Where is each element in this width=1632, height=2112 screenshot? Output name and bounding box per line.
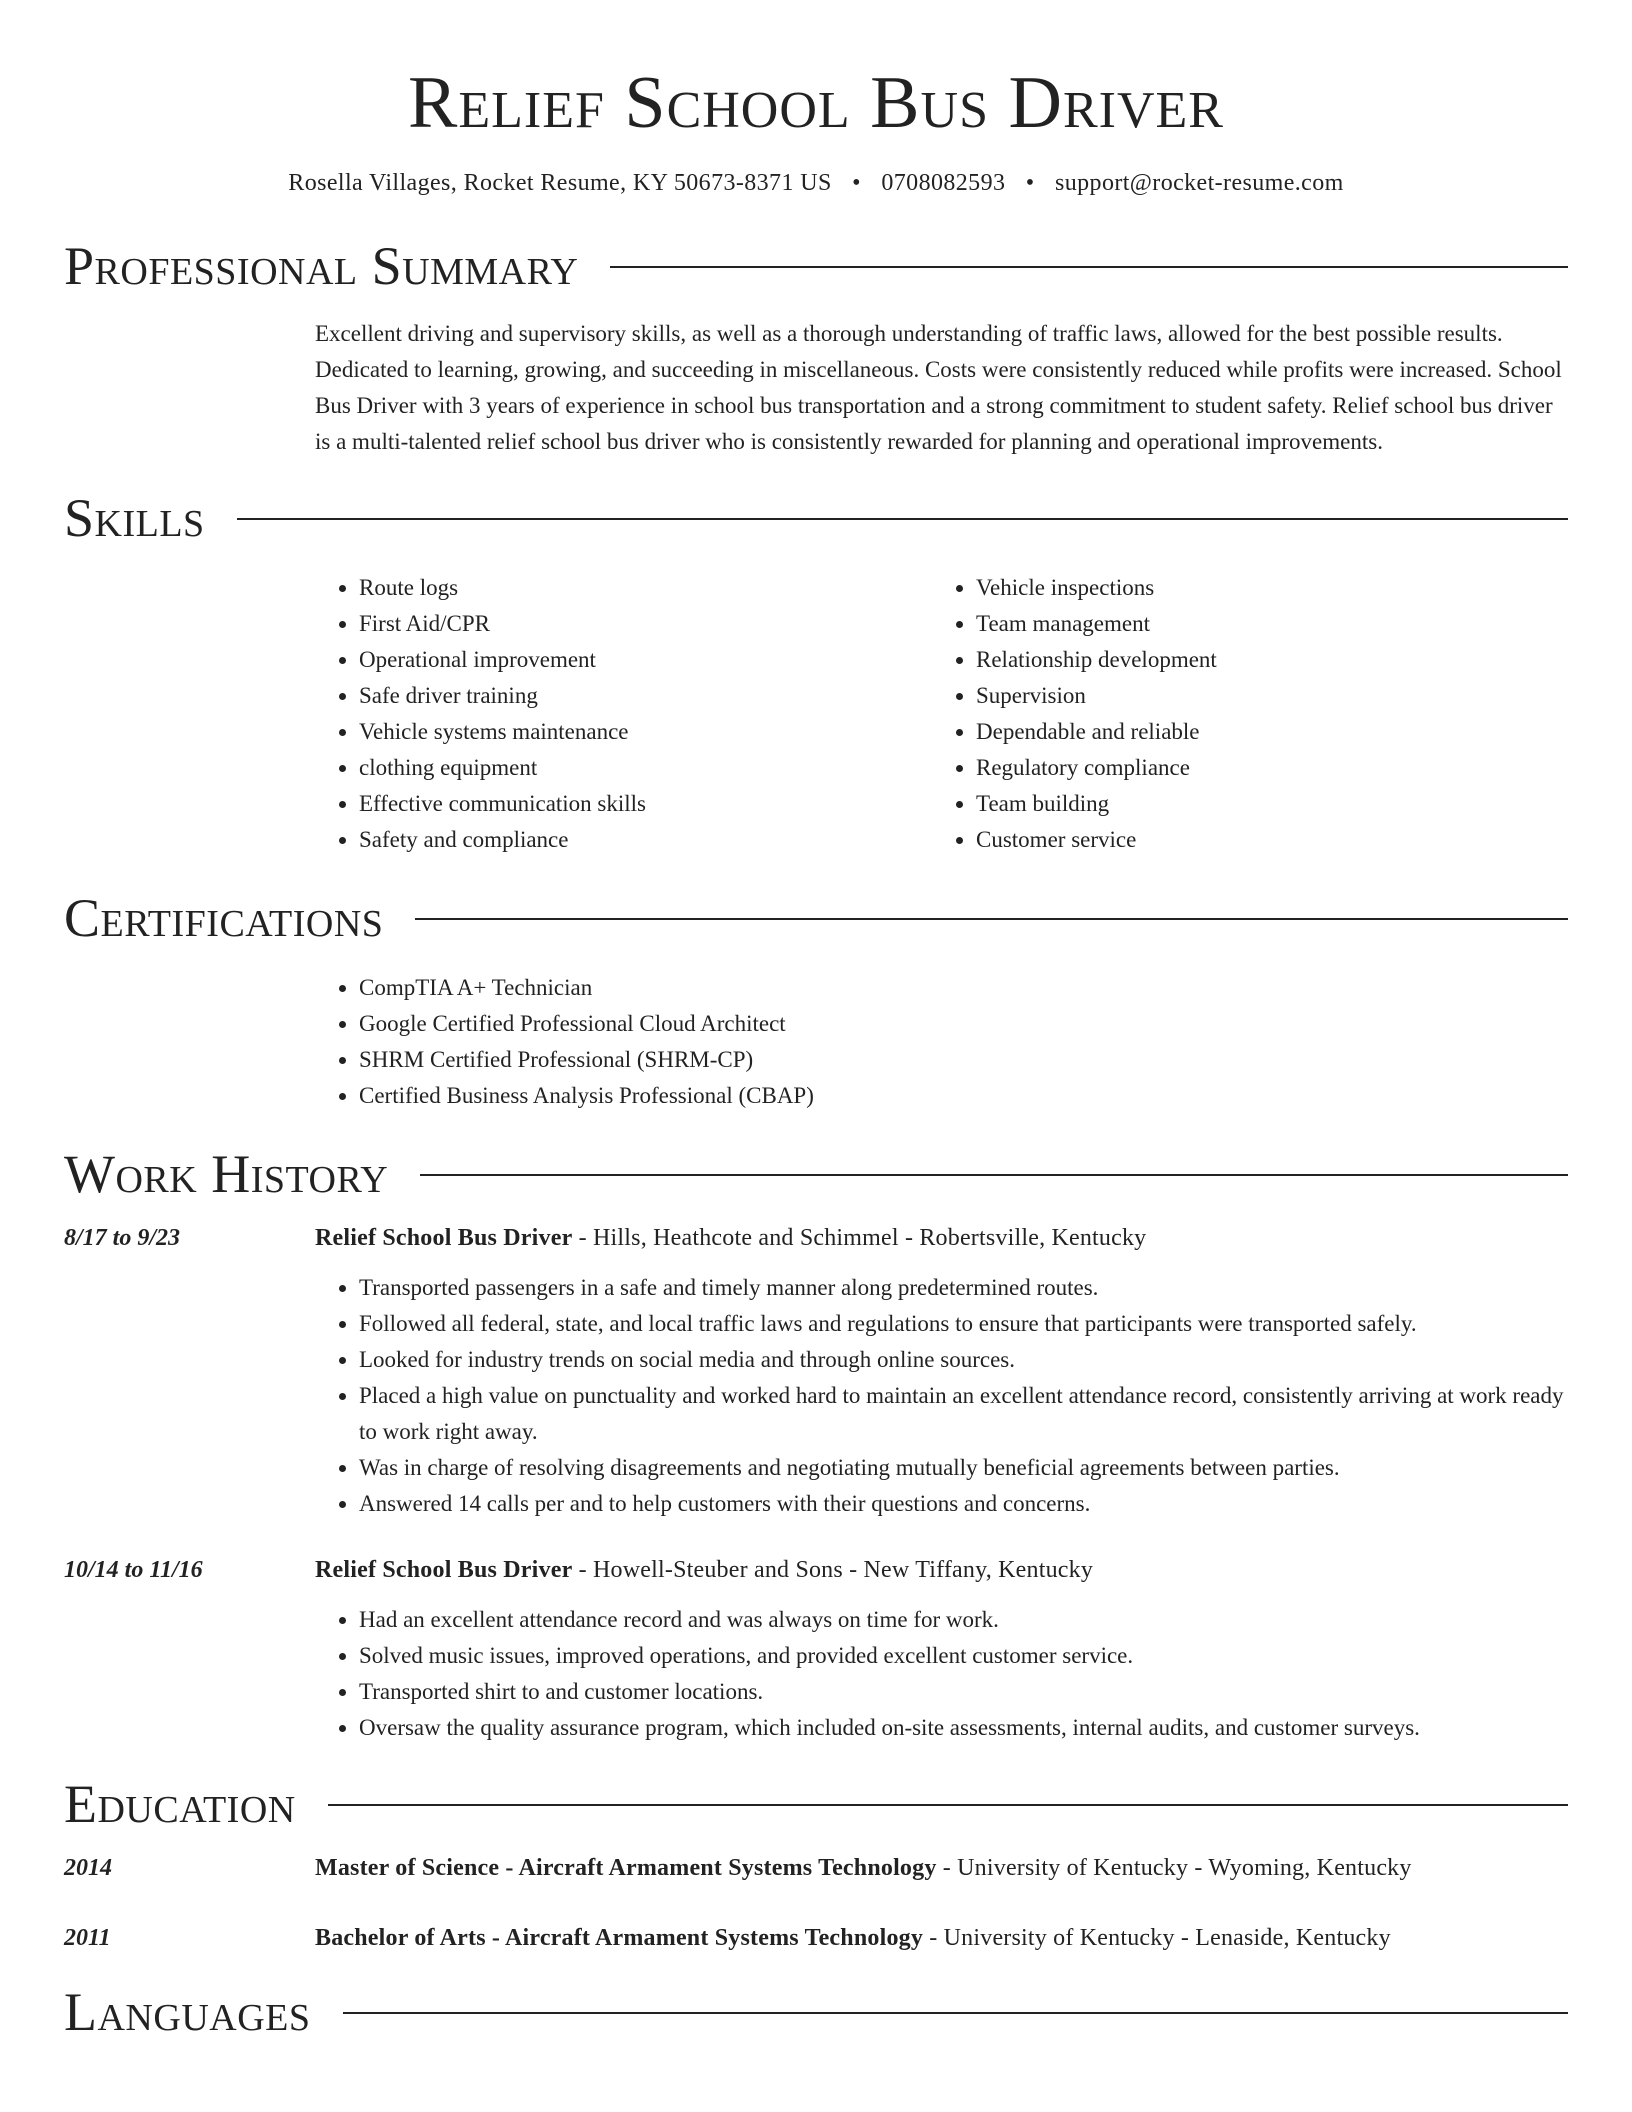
skill-item: • Route logs: [359, 570, 932, 606]
skill-item: • clothing equipment: [359, 750, 932, 786]
skill-item: • Customer service: [976, 822, 1549, 858]
section-divider: [415, 918, 1568, 920]
job-bullet: • Transported passengers in a safe and timely manner along predetermined routes.: [359, 1270, 1568, 1306]
summary-text: Excellent driving and supervisory skills, as well as a thorough understanding of traffic laws, allowed for the best possible results. Dedicated to learning, growing, and succeeding in miscellaneous. Costs were consistently reduced while profits were increased. School Bus Driver with 3 years of experience in school bus transportation and a strong commitment to student safety. Relief school bus driver is a multi-talented relief school bus driver who is consistently rewarded for planning and operational improvements.: [315, 321, 1562, 454]
job-body: [315, 1220, 1568, 1522]
certification-item: • Certified Business Analysis Professional (CBAP): [359, 1078, 1568, 1114]
education-year: 2011: [64, 1925, 111, 1951]
contact-email: support@rocket-resume.com: [1055, 170, 1344, 196]
skill-bullets: [315, 570, 932, 858]
education-degree: Master of Science - Aircraft Armament Systems Technology: [315, 1855, 937, 1881]
work-section-title: Work History: [64, 1144, 389, 1204]
summary-section-title: Professional Summary: [64, 236, 579, 296]
job-role: Relief School Bus Driver: [315, 1557, 573, 1583]
job-dates: 8/17 to 9/23: [64, 1225, 181, 1251]
job-bullet: • Had an excellent attendance record and was always on time for work.: [359, 1602, 1568, 1638]
job-heading: [315, 1220, 1568, 1256]
education-details: - University of Kentucky - Wyoming, Kentucky: [936, 1855, 1412, 1881]
job-bullet: • Solved music issues, improved operations, and provided excellent customer service.: [359, 1638, 1568, 1674]
contact-separator: •: [852, 170, 861, 196]
education-year: 2014: [64, 1855, 112, 1881]
section-divider: [420, 1174, 1568, 1176]
contact-line: [64, 168, 1568, 198]
certifications-section-title: Certifications: [64, 888, 384, 948]
job-bullet: • Oversaw the quality assurance program, which included on-site assessments, internal audits, and customer surveys.: [359, 1710, 1568, 1746]
certification-item: • SHRM Certified Professional (SHRM-CP): [359, 1042, 1568, 1078]
certification-item: • CompTIA A+ Technician: [359, 970, 1568, 1006]
summary-section-header: [64, 236, 1568, 296]
job-bullet: • Looked for industry trends on social media and through online sources.: [359, 1342, 1568, 1378]
job-bullet: • Was in charge of resolving disagreements and negotiating mutually beneficial agreements between parties.: [359, 1450, 1568, 1486]
skills-section-header: [64, 488, 1568, 548]
education-entry: [64, 1920, 1568, 1956]
work-section-header: [64, 1144, 1568, 1204]
skill-item: • Team management: [976, 606, 1549, 642]
job-heading: [315, 1552, 1568, 1588]
skill-item: • Vehicle systems maintenance: [359, 714, 932, 750]
skill-item: • First Aid/CPR: [359, 606, 932, 642]
job-bullet: • Placed a high value on punctuality and worked hard to maintain an excellent attendance record, consistently arriving at work ready to work right away.: [359, 1378, 1568, 1450]
skill-item: • Dependable and reliable: [976, 714, 1549, 750]
job-details: - Hills, Heathcote and Schimmel - Robertsville, Kentucky: [572, 1225, 1147, 1251]
job-bullet: • Followed all federal, state, and local traffic laws and regulations to ensure that participants were transported safely.: [359, 1306, 1568, 1342]
certification-bullets: [315, 970, 1568, 1114]
job-details: - Howell-Steuber and Sons - New Tiffany, Kentucky: [572, 1557, 1094, 1583]
education-heading: [315, 1850, 1412, 1886]
skills-list: [315, 570, 1568, 858]
contact-address: Rosella Villages, Rocket Resume, KY 50673-8371 US: [288, 170, 832, 196]
certifications-section-header: [64, 888, 1568, 948]
education-entry: [64, 1850, 1568, 1886]
job-body: [315, 1552, 1568, 1746]
contact-separator: •: [1025, 170, 1035, 196]
skill-bullets: [932, 570, 1549, 858]
candidate-name: Relief School Bus Driver: [408, 62, 1224, 144]
job-bullets: [315, 1270, 1568, 1522]
job-bullets: [315, 1602, 1568, 1746]
job-dates: 10/14 to 11/16: [64, 1557, 203, 1583]
skill-item: • Operational improvement: [359, 642, 932, 678]
education-degree: Bachelor of Arts - Aircraft Armament Systems Technology: [315, 1925, 924, 1951]
skill-item: • Vehicle inspections: [976, 570, 1549, 606]
skill-item: • Regulatory compliance: [976, 750, 1549, 786]
languages-section-header: [64, 1982, 1568, 2042]
languages-section-title: Languages: [64, 1982, 311, 2042]
resume-page: [64, 0, 1568, 2042]
section-divider: [343, 2012, 1569, 2014]
job-bullet: • Transported shirt to and customer locations.: [359, 1674, 1568, 1710]
skill-item: • Effective communication skills: [359, 786, 932, 822]
skill-item: • Relationship development: [976, 642, 1549, 678]
section-divider: [237, 518, 1568, 520]
skills-section-title: Skills: [64, 488, 205, 548]
education-heading: [315, 1920, 1391, 1956]
section-divider: [328, 1804, 1568, 1806]
certifications-list: [315, 970, 1568, 1114]
certification-item: • Google Certified Professional Cloud Architect: [359, 1006, 1568, 1042]
job-entry: [64, 1220, 1568, 1522]
skills-column-right: [932, 570, 1549, 858]
skill-item: • Safe driver training: [359, 678, 932, 714]
job-entry: [64, 1552, 1568, 1746]
skills-column-left: [315, 570, 932, 858]
skill-item: • Supervision: [976, 678, 1549, 714]
education-section-header: [64, 1774, 1568, 1834]
contact-phone: 0708082593: [881, 170, 1006, 196]
education-details: - University of Kentucky - Lenaside, Kentucky: [923, 1925, 1391, 1951]
section-divider: [610, 266, 1568, 268]
job-role: Relief School Bus Driver: [315, 1225, 573, 1251]
skill-item: • Team building: [976, 786, 1549, 822]
job-bullet: • Answered 14 calls per and to help customers with their questions and concerns.: [359, 1486, 1568, 1522]
skill-item: • Safety and compliance: [359, 822, 932, 858]
education-section-title: Education: [64, 1774, 296, 1834]
